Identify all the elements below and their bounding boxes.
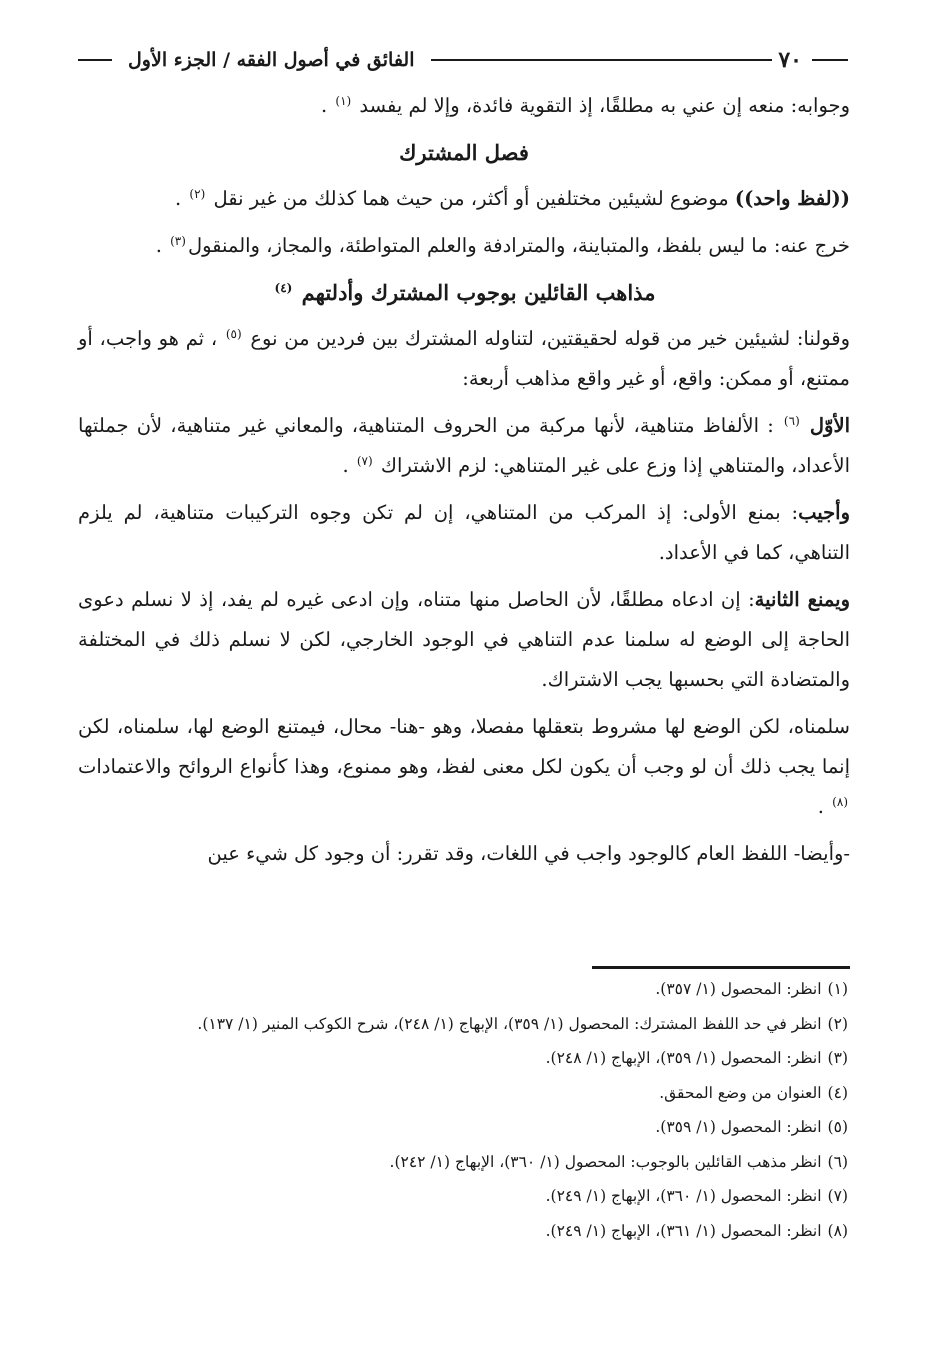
header-rule-middle (431, 59, 773, 61)
footnote (68, 1110, 848, 1145)
page-number: ٧٠ (778, 47, 802, 73)
footnote-text: العنوان من وضع المحقق. (659, 1083, 822, 1102)
footnote-ref: (٦) (783, 413, 800, 428)
heading-text: مذاهب القائلين بوجوب المشترك وأدلتهم (301, 280, 656, 305)
paragraph-end: . (155, 234, 169, 257)
footnote (68, 1007, 848, 1042)
footnote-number: (٦) (827, 1152, 848, 1171)
footnote-text: انظر: المحصول (١/ ٣٦١)، الإبهاج (١/ ٢٤٩). (545, 1221, 822, 1240)
paragraph (78, 226, 850, 266)
paragraph-end: . (175, 187, 188, 210)
footnote-ref: (٧) (356, 453, 373, 468)
footnote-number: (٣) (827, 1049, 848, 1067)
footnote-ref: (٥) (225, 326, 242, 341)
paragraph (78, 406, 850, 486)
paragraph-text: موضوع لشيئين مختلفين أو أكثر، من حيث هما كذلك من غير نقل (213, 187, 735, 210)
footnote-number: (٤) (827, 1083, 848, 1102)
paragraph (78, 707, 850, 827)
paragraph-text: سلمناه، لكن الوضع لها مشروط بتعقلها مفصلا، وهو -هنا- محال، فيمتنع الوضع لها، سلمناه، لكن إنما يجب ذلك أن لو وجب أن يكون لكل معنى لفظ، وهو ممنوع، وهذا كأنواع الروائح والاعتمادات (78, 715, 850, 778)
paragraph (78, 493, 850, 573)
footnote-text: انظر: المحصول (١/ ٣٥٩). (655, 1118, 822, 1136)
footnote-text: انظر: المحصول (١/ ٣٥٩)، الإبهاج (١/ ٢٤٨). (545, 1049, 822, 1067)
footnote (68, 1145, 848, 1180)
paragraph-text: : الألفاظ متناهية، لأنها مركبة من الحروف المتناهية، والمعاني غير متناهية، لأن جملتها الأعداد، والمتناهي إذا وزع على غير المتناهي: لزم الاشتراك (78, 414, 850, 477)
main-text (78, 86, 850, 881)
footnotes (68, 972, 848, 1248)
footnote (68, 1214, 848, 1249)
footnote (68, 972, 848, 1007)
paragraph-lead: ويمنع الثانية (754, 588, 851, 611)
paragraph (78, 86, 850, 126)
paragraph (78, 580, 850, 700)
paragraph-text: : بمنع الأولى: إذ المركب من المتناهي، إن لم تكن وجوه التركيبات متناهية، لم يلزم التناهي، كما في الأعداد. (78, 501, 850, 564)
paragraph-end: . (320, 94, 334, 117)
footnote-number: (٥) (827, 1118, 848, 1136)
footnote-number: (٢) (827, 1014, 848, 1033)
paragraph (78, 834, 850, 874)
footnote-number: (٧) (827, 1187, 848, 1205)
running-header (78, 42, 848, 78)
paragraph-text: خرج عنه: ما ليس بلفظ، والمتباينة، والمترادفة والعلم المتواطئة، والمجاز، والمنقول (187, 234, 850, 257)
footnote (68, 1041, 848, 1076)
footnote-text: انظر: المحصول (١/ ٣٥٧). (655, 980, 822, 998)
footnote-ref: (٣) (170, 233, 186, 248)
header-rule-right (812, 59, 848, 61)
footnote-number: (٨) (827, 1221, 848, 1240)
footnote-text: انظر مذهب القائلين بالوجوب: المحصول (١/ ٣٦٠)، الإبهاج (١/ ٢٤٢). (389, 1152, 822, 1171)
section-heading (78, 273, 850, 313)
paragraph-end: . (817, 795, 831, 818)
footnote-divider (592, 966, 850, 969)
definition-term: ((لفظ واحد)) (734, 187, 850, 210)
footnote-text: انظر: المحصول (١/ ٣٦٠)، الإبهاج (١/ ٢٤٩). (545, 1187, 822, 1205)
footnote-ref: (٨) (832, 794, 848, 809)
paragraph-lead: الأوّل (809, 414, 851, 437)
paragraph-text: -وأيضا- اللفظ العام كالوجود واجب في اللغات، وقد تقرر: أن وجود كل شيء عين (207, 842, 850, 865)
footnote-ref: (١) (335, 93, 352, 108)
footnote (68, 1076, 848, 1111)
footnote-text: انظر في حد اللفظ المشترك: المحصول (١/ ٣٥٩)، الإبهاج (١/ ٢٤٨)، شرح الكوكب المنير (١/ ١٣٧). (197, 1014, 822, 1033)
footnote-ref: (٤) (274, 281, 293, 295)
section-heading: فصل المشترك (399, 140, 529, 165)
header-rule-left (78, 59, 112, 61)
paragraph (78, 319, 850, 399)
paragraph-end: . (342, 454, 355, 477)
book-title: الفائق في أصول الفقه / الجزء الأول (128, 49, 415, 71)
paragraph-text: : إن ادعاه مطلقًا، لأن الحاصل منها متناه، وإن ادعى غيره لم يفد، إذ لا نسلم دعوى الحاجة إلى الوضع له سلمنا عدم التناهي في الوجود الخارجي، لكن لا نسلم ذلك في المختلفة والمتضادة التي بحسبها يجب الاشتراك. (78, 588, 850, 691)
paragraph-text: وجوابه: منعه إن عني به مطلقًا، إذ التقوية فائدة، وإلا لم يفسد (359, 94, 850, 117)
paragraph (78, 179, 850, 219)
footnote (68, 1179, 848, 1214)
paragraph-text: ، ثم هو واجب، أو ممتنع، أو ممكن: واقع، أو غير واقع مذاهب أربعة: (78, 327, 850, 390)
footnote-number: (١) (827, 980, 848, 998)
paragraph-lead: وأجيب (798, 501, 850, 524)
paragraph-text: وقولنا: لشيئين خير من قوله لحقيقتين، لتناوله المشترك بين فردين من نوع (250, 327, 851, 350)
footnote-ref: (٢) (189, 186, 206, 201)
